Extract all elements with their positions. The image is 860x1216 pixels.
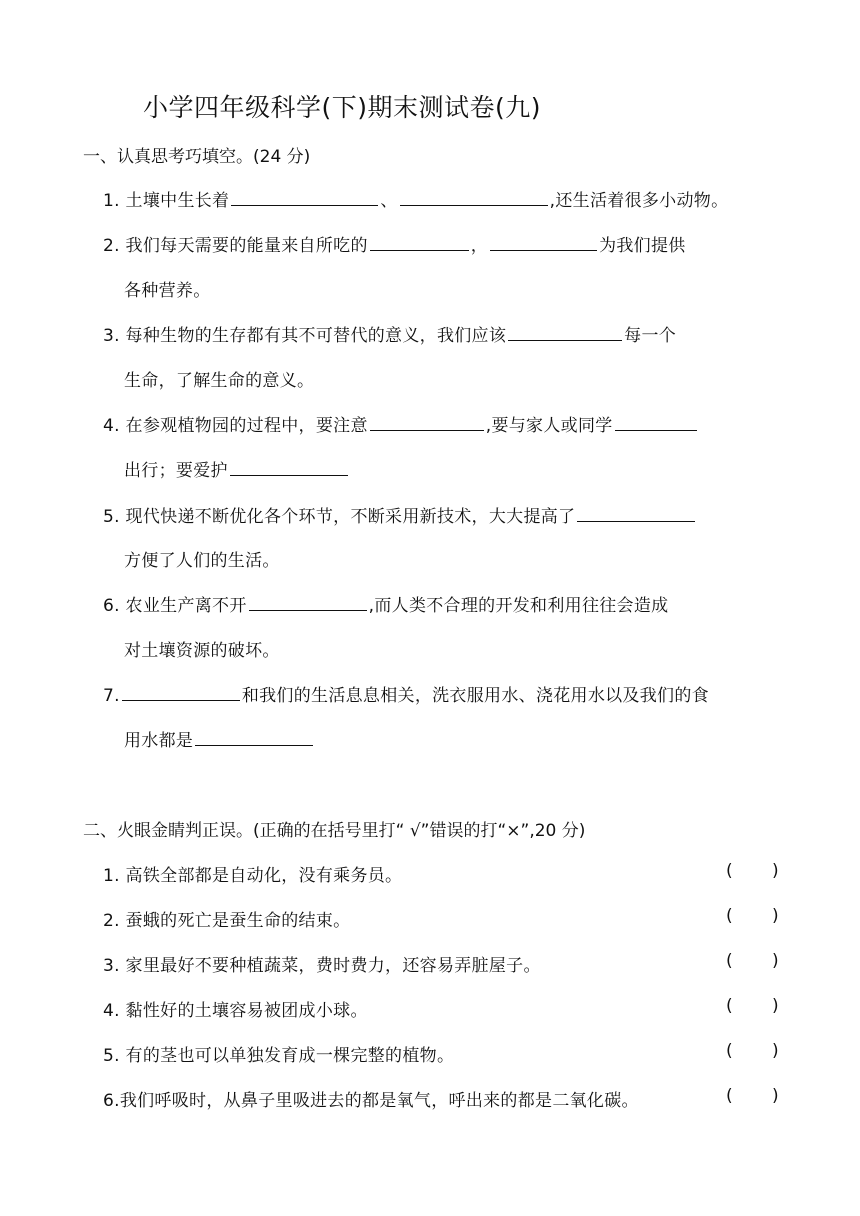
item-number: 5. bbox=[103, 1046, 120, 1066]
question-text: 我们每天需要的能量来自所吃的 bbox=[125, 236, 368, 256]
question-3-continued: 生命，了解生命的意义。 bbox=[124, 371, 315, 391]
item-text: 我们呼吸时，从鼻子里吸进去的都是氧气，呼出来的都是二氧化碳。 bbox=[119, 1091, 639, 1111]
judgment-item-2 bbox=[103, 906, 350, 931]
question-text: ,还生活着很多小动物。 bbox=[549, 191, 729, 211]
question-text: 现代快递不断优化各个环节，不断采用新技术，大大提高了 bbox=[125, 507, 576, 527]
question-1 bbox=[103, 186, 728, 211]
question-text: ， bbox=[470, 236, 489, 256]
question-2-continued: 各种营养。 bbox=[124, 281, 211, 301]
answer-blank[interactable] bbox=[577, 503, 695, 522]
judgment-item-5 bbox=[103, 1041, 454, 1066]
judgment-item-6 bbox=[103, 1086, 639, 1111]
question-number: 6. bbox=[103, 596, 120, 616]
question-6-continued: 对土壤资源的破坏。 bbox=[124, 641, 280, 661]
section1-heading: 一、认真思考巧填空。(24 分) bbox=[83, 147, 311, 167]
answer-blank[interactable] bbox=[231, 187, 378, 206]
item-text: 家里最好不要种植蔬菜，费时费力，还容易弄脏屋子。 bbox=[125, 956, 541, 976]
question-4-continued bbox=[124, 456, 350, 481]
question-text: 和我们的生活息息相关，洗衣服用水、浇花用水以及我们的食 bbox=[241, 686, 709, 706]
question-3 bbox=[103, 321, 676, 346]
item-number: 2. bbox=[103, 911, 120, 931]
question-text: ,要与家人或同学 bbox=[485, 416, 613, 436]
question-7 bbox=[103, 681, 709, 706]
judgment-item-1 bbox=[103, 861, 402, 886]
question-text: 、 bbox=[380, 191, 398, 211]
question-number: 5. bbox=[103, 507, 120, 527]
answer-blank[interactable] bbox=[230, 457, 348, 476]
question-5 bbox=[103, 502, 697, 527]
question-6 bbox=[103, 591, 668, 616]
answer-blank[interactable] bbox=[370, 232, 469, 251]
question-number: 2. bbox=[103, 236, 120, 256]
question-5-continued: 方便了人们的生活。 bbox=[124, 551, 280, 571]
question-number: 4. bbox=[103, 416, 120, 436]
section2-heading: 二、火眼金睛判正误。(正确的在括号里打“ √”错误的打“×”,20 分) bbox=[83, 821, 586, 841]
judgment-item-3 bbox=[103, 951, 541, 976]
question-text: ,而人类不合理的开发和利用往往会造成 bbox=[368, 596, 669, 616]
page-title: 小学四年级科学(下)期末测试卷(九) bbox=[143, 93, 542, 122]
question-number: 7. bbox=[103, 686, 120, 706]
question-text: 每种生物的生存都有其不可替代的意义，我们应该 bbox=[125, 326, 507, 346]
question-2 bbox=[103, 231, 686, 256]
question-text: 在参观植物园的过程中，要注意 bbox=[125, 416, 368, 436]
item-text: 高铁全部都是自动化，没有乘务员。 bbox=[125, 866, 403, 886]
judgment-item-4 bbox=[103, 996, 368, 1021]
answer-blank[interactable] bbox=[122, 682, 240, 701]
answer-blank[interactable] bbox=[400, 187, 548, 206]
question-number: 1. bbox=[103, 191, 120, 211]
answer-blank[interactable] bbox=[490, 232, 597, 251]
question-text: 出行；要爱护 bbox=[124, 461, 228, 481]
item-number: 1. bbox=[103, 866, 120, 886]
answer-blank[interactable] bbox=[370, 412, 484, 431]
item-text: 黏性好的土壤容易被团成小球。 bbox=[125, 1001, 368, 1021]
item-number: 6. bbox=[103, 1091, 120, 1111]
item-text: 有的茎也可以单独发育成一棵完整的植物。 bbox=[125, 1046, 455, 1066]
question-text: 农业生产离不开 bbox=[125, 596, 247, 616]
item-text: 蚕蛾的死亡是蚕生命的结束。 bbox=[125, 911, 351, 931]
item-number: 3. bbox=[103, 956, 120, 976]
question-4 bbox=[103, 411, 699, 436]
question-7-continued bbox=[124, 726, 315, 751]
question-text: 用水都是 bbox=[124, 731, 194, 751]
item-number: 4. bbox=[103, 1001, 120, 1021]
question-number: 3. bbox=[103, 326, 120, 346]
answer-blank[interactable] bbox=[615, 412, 697, 431]
question-text: 土壤中生长着 bbox=[125, 191, 230, 211]
answer-blank[interactable] bbox=[508, 322, 622, 341]
answer-blank[interactable] bbox=[249, 592, 367, 611]
question-text: 每一个 bbox=[624, 326, 677, 346]
answer-blank[interactable] bbox=[195, 727, 313, 746]
question-text: 为我们提供 bbox=[599, 236, 686, 256]
